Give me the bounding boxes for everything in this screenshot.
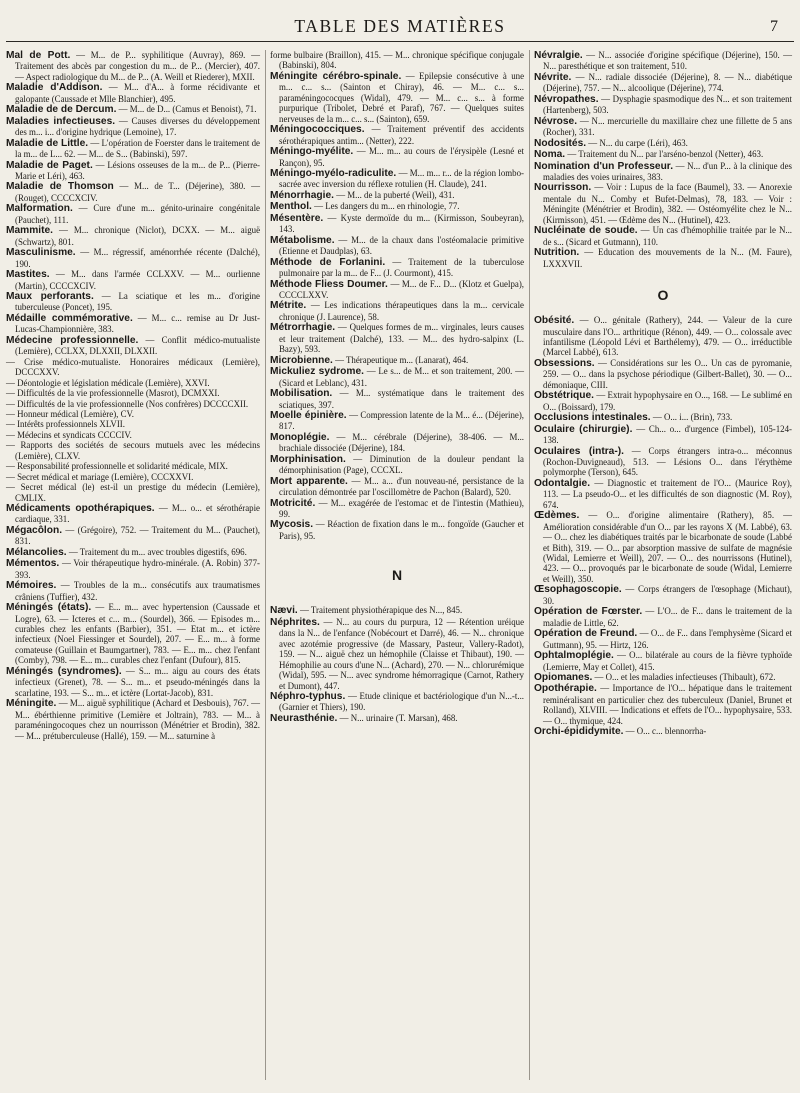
index-entry — [6, 461, 260, 471]
index-entry — [270, 355, 524, 366]
entry-term: Moelle épinière. — [270, 409, 347, 421]
index-entry — [6, 291, 260, 313]
column-divider — [529, 50, 530, 1080]
entry-term: Maux perforants. — [6, 290, 94, 302]
index-entry — [270, 691, 524, 713]
entry-term: Mésentère. — [270, 212, 324, 224]
entry-term: Mastites. — [6, 269, 50, 281]
entry-text: — Difficultés de la vie professionnelle (Masrot), DCMXXI. — [6, 388, 220, 399]
index-entry — [6, 666, 260, 698]
entry-text: — Intérêts professionnels XLVII. — [6, 419, 125, 430]
index-entry — [534, 225, 792, 247]
entry-term: Méthode de Forlanini. — [270, 256, 386, 268]
entry-text: — M... m... r... de la région lombo-sacrée avec inversion du réflexe rotulien (H. Claude), 241. — [279, 167, 524, 190]
entry-term: Métrorrhagie. — [270, 322, 336, 334]
entry-term: Médecine professionnelle. — [6, 334, 139, 346]
index-entry — [270, 235, 524, 257]
entry-text: — M... de D... (Camus et Benoist), 71. — [118, 104, 257, 115]
entry-text: — M... cérébrale (Déjerine), 38-406. — M... brachiale dissociée (Déjerine), 184. — [279, 431, 525, 454]
entry-text: — Un cas d'hémophilie traitée par le N... de s... (Sicard et Gutmann), 110. — [543, 225, 793, 247]
entry-text: — Cure d'une m... génito-urinaire congénitale (Pauchet), 111. — [15, 203, 260, 225]
entry-term: Mort apparente. — [270, 475, 348, 487]
index-entry — [6, 602, 260, 666]
entry-text: — (Grégoire), 752. — Traitement du M... (Pauchet), 831. — [15, 524, 261, 547]
entry-text: — M... a... d'un nouveau-né, persistance de la circulation démontrée par l'oscillomètre de Pachon (Balard), 520. — [279, 475, 524, 498]
index-entry — [534, 116, 792, 138]
entry-text: — M... de la puberté (Weil), 431. — [336, 189, 455, 200]
index-entry — [270, 190, 524, 201]
entry-text: — Conflit médico-mutualiste (Lemière), CCLXX, DLXXII, DLXXII. — [15, 334, 260, 357]
entry-text: — L'opération de Foerster dans le traitement de la m... de L... 62. — M... de S... (Babinski), 597. — [15, 137, 260, 160]
entry-term: Obésité. — [534, 315, 575, 327]
entry-term: Motricité. — [270, 497, 316, 509]
entry-text: — Importance de l'O... hépatique dans le traitement reminéralisant en particulier chez des tuberculeux (Daniel, Brunet et Rolland), XLVIII. — Indications et effets de l'O... hypophysaire, 533. — O... thymique, 424. — [543, 683, 792, 726]
entry-term: Néphro-typhus. — [270, 691, 346, 703]
entry-text: — N... du carpe (Léri), 463. — [588, 137, 688, 148]
entry-term: Maladie de Thomson — [6, 181, 114, 193]
index-entry — [534, 182, 792, 225]
entry-text: — Quelques formes de m... virginales, leurs causes et leur traitement (Dalché), 133. — M... des hydro-salpinx (L. Bazy), 593. — [279, 322, 524, 355]
entry-term: Occlusions intestinales. — [534, 412, 651, 424]
entry-text: — Thérapeutique m... (Lanarat), 464. — [335, 354, 469, 365]
index-entry — [6, 472, 260, 482]
entry-term: Masculinisme. — [6, 247, 76, 259]
index-entry — [6, 82, 260, 104]
entry-text: — O... d'origine alimentaire (Rathery), 85. — Amélioration considérable d'un O... par les rayons X (M. Labbé), 63. — O... chez les diabétiques traités par le bicarbonate de soude (Labbé et Bith), 319. — O... par absorption massive de sulfate de magnésie (Widal, Lemierre et Weill), 207. — O... des nourrissons (Hutinel), 423. — O... provoqués par le bicarbonate de soude (Widal, Lemierre et Weill), 350. — [543, 510, 793, 584]
index-entry — [270, 168, 524, 190]
entry-text: — Traitement du N... par l'arséno-benzol (Netter), 463. — [567, 149, 764, 160]
index-entry — [6, 203, 260, 225]
index-entry — [270, 300, 524, 322]
entry-term: Morphinisation. — [270, 453, 346, 465]
entry-term: Mobilisation. — [270, 388, 333, 400]
entry-text: — Lésions osseuses de la m... de P... (Pierre-Marie et Léri), 463. — [15, 159, 260, 181]
index-column-2 — [270, 50, 524, 724]
index-entry — [270, 454, 524, 476]
entry-term: Méningite. — [6, 698, 57, 710]
index-entry — [534, 358, 792, 390]
entry-text: — Difficultés de la vie professionnelle (Nos confrères) DCCCCXII. — [6, 398, 249, 409]
entry-text: — La sciatique et les m... d'origine tuberculeuse (Poncet), 195. — [15, 290, 260, 313]
entry-text: — Déontologie et législation médicale (Lemière), XXVI. — [6, 377, 210, 388]
section-letter: O — [657, 287, 669, 304]
entry-term: Mickuliez sydrome. — [270, 366, 364, 378]
entry-text: — M... systématique dans le traitement des sciatiques, 397. — [279, 388, 524, 410]
entry-text: — M... de T... (Déjerine), 380. — (Rouget), CCCCXCIV. — [15, 181, 261, 203]
entry-term: Névrite. — [534, 71, 572, 83]
entry-text: — Médecins et syndicats CCCCIV. — [6, 429, 132, 440]
entry-text: forme bulbaire (Braillon), 415. — M... chronique spécifique conjugale (Babinski), 804. — [270, 50, 524, 71]
entry-term: Méthode Fliess Doumer. — [270, 278, 388, 290]
entry-term: Obstétrique. — [534, 390, 595, 402]
entry-text: — Considérations sur les O... Un cas de pyromanie, 259. — O... dans la psychose périodique (Gilbert-Ballet), 30. — O... démoniaque, CIII. — [543, 357, 792, 390]
entry-term: Nourrisson. — [534, 182, 592, 194]
index-entry — [6, 378, 260, 388]
entry-term: Nomination d'un Professeur. — [534, 160, 674, 172]
index-entry — [534, 650, 792, 672]
index-entry — [534, 50, 792, 72]
index-entry — [270, 50, 524, 71]
entry-text: — Corps étrangers de l'œsophage (Michaut), 30. — [543, 584, 792, 606]
entry-text: — O... bilatérale au cours de la fièvre typhoïde (Lemierre, May et Collet), 415. — [543, 650, 792, 672]
entry-text: — E... m... avec hypertension (Caussade et Logre), 63. — Icteres et c... m... (Sourdel), 366. — Episodes m... curables chez les enfants (Barbier), 351. — Etat m... et ictère infectieux (Noel Fiessinger et Sourdel), 207. — E... m... à forme comateuse (Guillain et Baumgartner), 783. — E... m... chez l'enfant (Comby), 798. — E... m... curables chez l'enfant (Dufour), 815. — [15, 602, 260, 666]
index-entry — [270, 519, 524, 541]
index-entry — [534, 510, 792, 584]
index-entry — [534, 726, 792, 737]
entry-text: — M... de la chaux dans l'ostéomalacie primitive (Etienne et Daudplas), 63. — [279, 234, 524, 257]
section-letter: N — [391, 567, 403, 584]
entry-term: Nævi. — [270, 605, 298, 617]
index-entry — [6, 440, 260, 461]
index-column-3 — [534, 50, 792, 738]
page-header — [0, 14, 800, 42]
index-entry — [6, 430, 260, 440]
index-entry — [6, 335, 260, 357]
entry-term: Métrite. — [270, 300, 307, 312]
entry-text: — O... de F... dans l'emphysème (Sicard et Guttmann), 95. — Hirtz, 126. — [543, 628, 793, 650]
entry-text: — Responsabilité professionnelle et solidarité médicale, MIX. — [6, 461, 228, 472]
entry-text: — Secret médical (le) est-il un prestige du médecin (Lemière), CMLIX. — [6, 482, 260, 503]
entry-term: Mammite. — [6, 225, 53, 237]
entry-text: — M... aiguë syphilitique (Achard et Desbouis), 767. — M... ébérthienne primitive (Lemière et Joltrain), 783. — M... à paraméningocoques chez un nourrisson (Ménétrier et Brodin), 382. — M... prétuberculeuse (Hallé), 159. — M... saturnine à — [15, 698, 261, 741]
entry-term: Neurasthénie. — [270, 712, 338, 724]
index-entry — [6, 409, 260, 419]
entry-term: Oculaires (intra-). — [534, 445, 624, 457]
index-entry — [270, 279, 524, 301]
entry-term: Oculaire (chirurgie). — [534, 423, 633, 435]
entry-text: — Epilepsie consécutive à une m... c... s... (Sainton et Chiray), 46. — M... c... s... paraméningococques (Widal), 479. — M... c... s... à forme purpurique (Tribolet, Debré et Paraf), 767. — Quelques suites nerveuses de la m... c... s... (Sainton), 659. — [279, 70, 525, 124]
entry-text: — Réaction de fixation dans le m... fongoïde (Gaucher et Paris), 95. — [279, 519, 524, 541]
entry-text: — Les dangers du m... en rhinologie, 77. — [314, 201, 460, 212]
index-entry — [6, 503, 260, 525]
index-entry — [534, 315, 792, 358]
entry-term: Obsessions. — [534, 357, 595, 369]
entry-text: — Education des mouvements de la N... (M. Faure), LXXXVII. — [543, 247, 792, 269]
entry-term: Opothérapie. — [534, 683, 597, 695]
entry-term: Mycosis. — [270, 519, 314, 531]
entry-text: — Honneur médical (Lemière), CV. — [6, 408, 134, 419]
entry-term: Ophtalmoplégie. — [534, 650, 614, 662]
index-entry — [6, 181, 260, 203]
entry-term: Odontalgie. — [534, 477, 591, 489]
index-entry — [534, 149, 792, 160]
entry-text: — Diagnostic et traitement de l'O... (Maurice Roy), 113. — La pseudo-O... et les difficultés de son diagnostic (M. Roy), 674. — [543, 477, 792, 510]
entry-term: Menthol. — [270, 201, 312, 213]
index-entry — [270, 146, 524, 168]
entry-term: Monoplégie. — [270, 431, 330, 443]
index-entry — [270, 71, 524, 124]
index-entry — [534, 138, 792, 149]
index-entry — [6, 698, 260, 741]
entry-text: — Crise médico-mutualiste. Honoraires médicaux (Lemière), DCCCXXV. — [6, 356, 260, 378]
entry-text: — N... d'un P... à la clinique des maladies des voies urinaires, 383. — [543, 160, 792, 182]
entry-text: — M... m... au cours de l'érysipèle (Lesné et Rançon), 95. — [279, 146, 525, 168]
entry-term: Médaille commémorative. — [6, 312, 133, 324]
entry-text: — Kyste dermoïde du m... (Kirmisson, Soubeyran), 143. — [279, 212, 524, 235]
entry-text: — S... m... aigu au cours des états infectieux (Grenet), 78. — S... m... et pseudo-méningés dans la scarlatine, 193. — S... m... et ictère (Lortat-Jacob), 831. — [15, 665, 260, 698]
entry-text: — N... urinaire (T. Marsan), 468. — [339, 712, 458, 723]
index-entry — [534, 390, 792, 412]
index-entry — [6, 482, 260, 503]
entry-text: — O... i... (Brin), 733. — [652, 412, 733, 423]
entry-term: Nutrition. — [534, 247, 580, 259]
entry-text: — Les indications thérapeutiques dans la m... cervicale chronique (J. Laurence), 58. — [279, 300, 524, 322]
index-entry — [6, 50, 260, 82]
entry-text: — M... c... remise au Dr Just-Lucas-Championnière, 383. — [15, 312, 261, 335]
entry-text: — N... associée d'origine spécifique (Déjerine), 150. — N... paresthétique et son traitement, 510. — [543, 50, 793, 72]
index-entry — [6, 357, 260, 378]
index-entry — [6, 160, 260, 182]
index-entry — [534, 606, 792, 628]
entry-term: Névropathes. — [534, 93, 599, 105]
entry-term: Mégacôlon. — [6, 524, 63, 536]
index-entry — [270, 213, 524, 235]
column-divider — [265, 50, 266, 1080]
entry-term: Névrose. — [534, 115, 578, 127]
index-entry — [534, 683, 792, 726]
entry-term: Méningo-myélite. — [270, 146, 354, 158]
entry-text: — Traitement physiothérapique des N..., 845. — [299, 605, 463, 616]
entry-term: Méningococciques. — [270, 124, 365, 136]
entry-text: — N... mercurielle du maxillaire chez une fillette de 5 ans (Rocher), 331. — [543, 115, 793, 138]
index-entry — [270, 366, 524, 388]
index-entry — [270, 617, 524, 691]
entry-term: Métabolisme. — [270, 234, 335, 246]
page-number: 7 — [770, 18, 778, 35]
entry-text: — Traitement de la tuberculose pulmonaire par la m... de F... (J. Courmont), 415. — [279, 256, 525, 279]
entry-text: — Voir thérapeutique hydro-minérale. (A. Robin) 377-393. — [15, 558, 260, 580]
index-entry — [270, 388, 524, 410]
index-entry — [534, 412, 792, 423]
entry-text: — M... o... et sérothérapie cardiaque, 331. — [15, 503, 260, 525]
entry-term: Mémentos. — [6, 558, 60, 570]
entry-text: — O... et les maladies infectieuses (Thibault), 672. — [594, 672, 776, 683]
entry-term: Méningés (syndromes). — [6, 665, 122, 677]
entry-term: Orchi-épididymite. — [534, 726, 624, 738]
index-entry — [534, 161, 792, 183]
entry-term: Médicaments opothérapiques. — [6, 503, 155, 515]
entry-text: — Diminution de la douleur pendant la démorphinisation (Page), CCCXL. — [279, 453, 524, 476]
entry-text: — Secret médical et mariage (Lemière), CCCXXVI. — [6, 471, 194, 482]
entry-text: — Compression latente de la M... é... (Déjerine), 817. — [279, 409, 524, 432]
index-entry — [6, 580, 260, 602]
entry-term: Maladie de de Dercum. — [6, 104, 117, 116]
entry-term: Opération de Fœrster. — [534, 606, 643, 618]
index-entry — [6, 225, 260, 247]
entry-term: Névralgie. — [534, 50, 583, 61]
entry-term: Mal de Pott. — [6, 50, 71, 61]
entry-text: — M... exagérée de l'estomac et de l'intestin (Mathieu), 99. — [279, 497, 525, 520]
index-entry — [534, 672, 792, 683]
entry-text: — M... chronique (Niclot), DCXX. — M... aiguë (Schwartz), 801. — [15, 225, 261, 247]
entry-text: — N... au cours du purpura, 12 — Rétention uréique dans la N... de l'enfance (Nobécourt et Darré), 46. — N... chronique avec azotémie progressive (de Massary, Pasteur, Vallery-Radot), 159. — N... aiguë chez un hémophile (Claisse et Thibaut), 190. — Hémophilie au cours d'une N... (Achard), 270. — N... chlorurémique (Widal), 595. — N... avec syndrome hémorragique (Carnot, Rathery et Dumont), 447. — [279, 616, 525, 691]
index-entry — [534, 584, 792, 606]
index-entry — [6, 388, 260, 398]
index-entry — [6, 399, 260, 409]
entry-text: — O... génitale (Rathery), 244. — Valeur de la cure musculaire dans l'O... arthritique (Rénon), 449. — O... colossale avec infantilisme (Léopold Lévi et Barthélemy), 479. — O... irréductible (Marcel Labbé), 613. — [543, 315, 793, 358]
entry-term: Mélancolies. — [6, 546, 67, 558]
entry-text: — Causes diverses du développement des m... i... d'origine hydrique (Lemoine), 17. — [15, 115, 260, 138]
entry-term: Mémoires. — [6, 580, 57, 592]
entry-text: — Voir : Lupus de la face (Baumel), 33. — Anorexie mentale du N... Comby et Bufet-Delmas), 78, 183. — Voir : Méningite (Ménétrier et Brodin), 382. — Ostéomyélite chez le N... (Kirmisson), 451. — Œdème des N... (Hutinel), 423. — [543, 182, 792, 225]
index-entry — [6, 104, 260, 115]
entry-term: Méningo-myélo-radiculite. — [270, 167, 397, 179]
entry-term: Malformation. — [6, 203, 73, 215]
index-entry — [270, 713, 524, 724]
entry-text: — N... radiale dissociée (Déjerine), 8. — N... diabétique (Déjerine), 757. — N... alcoolique (Déjerine), 774. — [543, 71, 793, 94]
entry-text: — Rapports des sociétés de secours mutuels avec les médecins (Lemière), CLXV. — [6, 440, 260, 461]
entry-term: Méningite cérébro-spinale. — [270, 70, 402, 82]
entry-text: — M... de P... syphilitique (Auvray), 869. — Traitement des abcès par congestion du m... de P... (Mercier), 407. — Aspect radiologique du M... de P... (A. Weill et Riederer), MXII. — [15, 50, 261, 82]
entry-text: — M... de F... D... (Klotz et Guelpa), CCCCLXXV. — [279, 278, 524, 300]
page-title: TABLE DES MATIÈRES — [294, 16, 506, 36]
entry-term: Nucléinate de soude. — [534, 225, 638, 237]
entry-term: Œdèmes. — [534, 510, 580, 522]
entry-term: Maladie d'Addison. — [6, 82, 103, 94]
entry-term: Nodosités. — [534, 137, 587, 149]
index-entry — [270, 322, 524, 354]
index-entry — [270, 124, 524, 146]
entry-text: — Troubles de la m... consécutifs aux traumatismes crâniens (Tuffier), 432. — [15, 580, 260, 602]
entry-text: — Dysphagie spasmodique des N... et son traitement (Hartenberg), 503. — [543, 93, 793, 116]
index-entry — [534, 94, 792, 116]
entry-term: Néphrites. — [270, 616, 320, 628]
entry-term: Microbienne. — [270, 354, 333, 366]
index-entry — [270, 257, 524, 279]
entry-term: Méningés (états). — [6, 602, 92, 614]
index-entry — [270, 410, 524, 432]
index-entry — [6, 247, 260, 269]
entry-text: — L'O... de F... dans le traitement de la maladie de Little, 62. — [543, 606, 792, 628]
entry-text: — M... régressif, aménorrhée récente (Dalché), 190. — [15, 247, 260, 269]
entry-text: — Etude clinique et bactériologique d'un N...-t... (Garnier et Thiers), 190. — [279, 691, 525, 713]
index-entry — [534, 247, 792, 269]
entry-text: — Traitement préventif des accidents sérothérapiques antim... (Netter), 222. — [279, 124, 524, 146]
index-entry — [270, 498, 524, 520]
entry-term: Maladies infectieuses. — [6, 115, 116, 127]
entry-term: Opiomanes. — [534, 672, 593, 684]
index-entry — [6, 547, 260, 558]
entry-term: Opération de Freund. — [534, 628, 638, 640]
index-column-1 — [6, 50, 260, 741]
index-entry — [6, 419, 260, 429]
header-rule — [6, 41, 794, 42]
entry-term: Maladie de Little. — [6, 137, 89, 149]
entry-text: — O... c... blennorrha- — [625, 726, 707, 737]
index-entry — [534, 424, 792, 446]
index-entry — [270, 605, 524, 616]
index-entry — [6, 138, 260, 160]
index-entry — [6, 269, 260, 291]
index-entry — [270, 476, 524, 498]
entry-text: — Ch... o... d'urgence (Fimbel), 105-124-138. — [543, 423, 793, 446]
index-entry — [534, 478, 792, 510]
index-entry — [270, 432, 524, 454]
entry-text: — Corps étrangers intra-o... méconnus (Rochon-Duvigneaud), 513. — Lésions O... dans l'érythème polymorphe (Terson), 645. — [543, 445, 792, 478]
entry-term: Noma. — [534, 149, 566, 161]
entry-text: — M... d'A... à forme récidivante et galopante (Caussade et Mlle Blanchier), 495. — [15, 82, 261, 104]
entry-term: Ménorrhagie. — [270, 189, 334, 201]
index-entry — [534, 72, 792, 94]
entry-text: — M... dans l'armée CCLXXV. — M... ourlienne (Martin), CCCCXCIV. — [15, 269, 260, 291]
entry-text: — Traitement du m... avec troubles digestifs, 696. — [68, 546, 247, 557]
index-entry — [6, 313, 260, 335]
index-entry — [270, 201, 524, 212]
entry-term: Maladie de Paget. — [6, 159, 93, 171]
index-entry — [6, 525, 260, 547]
index-entry — [534, 446, 792, 478]
entry-term: Œsophagoscopie. — [534, 584, 622, 596]
index-entry — [6, 558, 260, 580]
index-entry — [534, 628, 792, 650]
entry-text: — Le s... de M... et son traitement, 200. — (Sicard et Leblanc), 431. — [279, 366, 525, 388]
entry-text: — Extrait hypophysaire en O..., 168. — Le sublimé en O... (Boissard), 179. — [543, 390, 793, 412]
index-entry — [6, 116, 260, 138]
